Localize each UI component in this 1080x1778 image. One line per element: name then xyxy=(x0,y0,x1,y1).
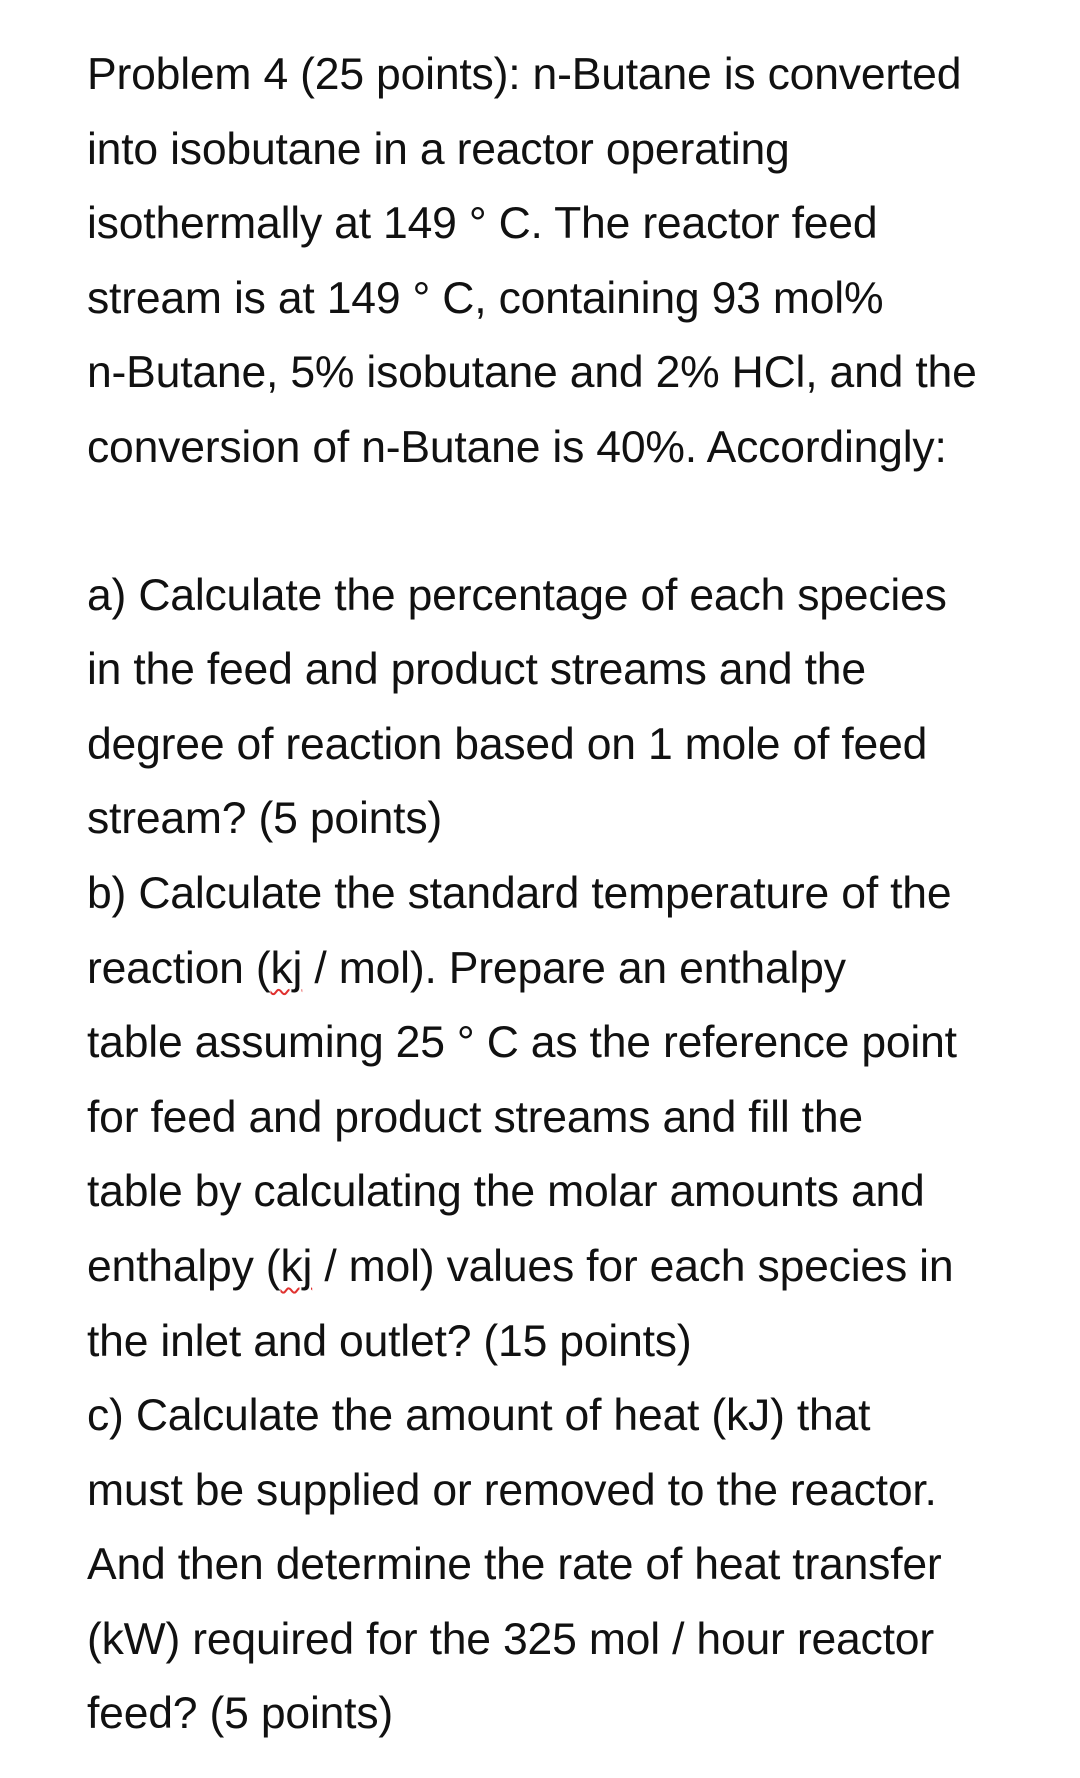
paragraph-spacer xyxy=(87,486,1047,559)
part-a-line: in the feed and product streams and the xyxy=(87,645,866,695)
spellcheck-flagged-word[interactable]: kj xyxy=(270,943,303,993)
spellcheck-flagged-word[interactable]: kj xyxy=(280,1241,313,1291)
text-segment: / mol). Prepare an enthalpy xyxy=(302,943,846,993)
part-b-line: table by calculating the molar amounts and xyxy=(87,1167,925,1217)
part-c-line: c) Calculate the amount of heat (kJ) that xyxy=(87,1391,871,1441)
part-b-line: b) Calculate the standard temperature of the xyxy=(87,868,952,918)
text-segment: enthalpy ( xyxy=(87,1241,281,1291)
part-c-line: (kW) required for the 325 mol / hour reactor xyxy=(87,1614,934,1664)
text-segment: reaction ( xyxy=(87,943,271,993)
text-segment: / mol) values for each species in xyxy=(312,1241,954,1291)
part-a xyxy=(87,559,1047,857)
intro-line: isothermally at 149 ° C. The reactor feed xyxy=(87,199,878,249)
intro-line: into isobutane in a reactor operating xyxy=(87,124,790,174)
part-b-line: the inlet and outlet? (15 points) xyxy=(87,1316,692,1366)
part-b-line: for feed and product streams and fill the xyxy=(87,1092,863,1142)
part-c-line: And then determine the rate of heat transfer xyxy=(87,1540,942,1590)
intro-line: n-Butane, 5% isobutane and 2% HCl, and the xyxy=(87,348,977,398)
intro-line: stream is at 149 ° C, containing 93 mol% xyxy=(87,273,884,323)
part-b-line xyxy=(87,932,1047,1007)
part-a-line: stream? (5 points) xyxy=(87,794,443,844)
intro-line: Problem 4 (25 points): n-Butane is converted xyxy=(87,50,962,99)
intro-line: conversion of n-Butane is 40%. Accordingly: xyxy=(87,422,947,472)
problem-intro xyxy=(87,38,1047,486)
part-b xyxy=(87,857,1047,1379)
part-b-line xyxy=(87,1230,1047,1305)
part-c xyxy=(87,1379,1047,1752)
part-b-line: table assuming 25 ° C as the reference point xyxy=(87,1018,957,1068)
part-c-line: feed? (5 points) xyxy=(87,1689,394,1739)
part-a-line: degree of reaction based on 1 mole of feed xyxy=(87,719,928,769)
part-a-line: a) Calculate the percentage of each species xyxy=(87,570,947,620)
part-c-line: must be supplied or removed to the reactor. xyxy=(87,1465,937,1515)
problem-document xyxy=(87,38,1047,1752)
